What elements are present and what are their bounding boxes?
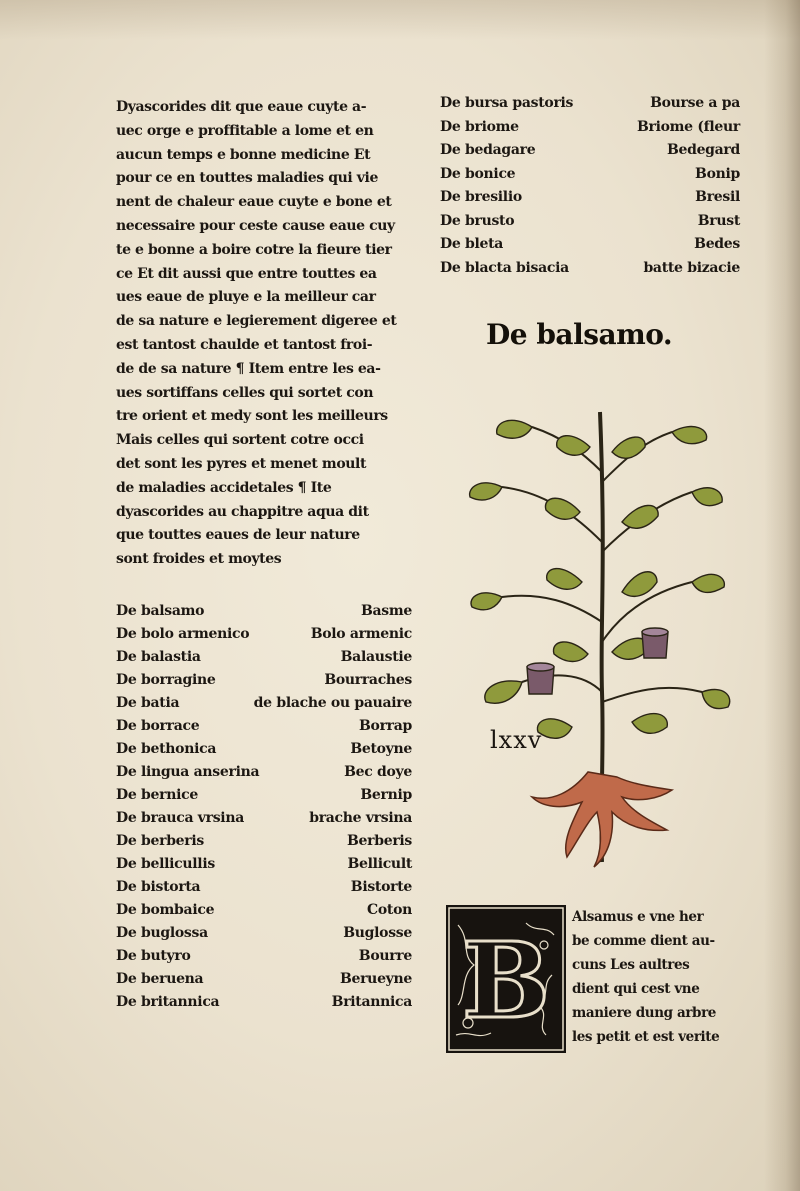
index-french-term: batte bizacie	[643, 259, 740, 276]
index-french-term: brache vrsina	[309, 809, 412, 826]
index-latin-term: De briome	[440, 118, 519, 135]
index-latin-term: De bresilio	[440, 189, 522, 205]
index-row	[116, 646, 412, 669]
index-french-term: Britannica	[331, 993, 412, 1010]
paragraph-line: Mais celles qui sortent cotre occi	[116, 432, 364, 449]
paragraph-line: ce Et dit aussi que entre touttes ea	[116, 265, 377, 282]
index-latin-term: De beruena	[116, 970, 204, 987]
initial-letter-glyph: B	[462, 919, 550, 1042]
paragraph-line: que touttes eaues de leur nature	[116, 527, 360, 544]
index-french-term: Buglosse	[343, 924, 412, 941]
body-line: dient qui cest vne	[572, 981, 700, 997]
index-french-term: Bernip	[360, 786, 412, 803]
paragraph-line: Dyascorides dit que eaue cuyte a-	[116, 99, 367, 115]
paragraph-line: pour ce en touttes maladies qui vie	[116, 170, 378, 187]
index-row	[116, 738, 412, 761]
paragraph-line: ues eaue de pluye e la meilleur car	[116, 289, 376, 306]
index-row	[116, 692, 412, 715]
index-french-term: Balaustie	[340, 648, 412, 665]
index-latin-term: De balastia	[116, 648, 201, 665]
index-latin-term: De borrace	[116, 717, 200, 734]
index-latin-term: De buglossa	[116, 924, 208, 941]
index-row	[116, 991, 412, 1014]
page-shadow-top	[0, 0, 800, 40]
plant-roots	[532, 772, 672, 867]
paragraph-line: dyascorides au chappitre aqua dit	[116, 503, 369, 520]
paragraph-line: de de sa nature ¶ Item entre les ea-	[116, 360, 381, 377]
balsam-vessels	[527, 628, 668, 694]
index-latin-term: De berberis	[116, 832, 204, 849]
page-shadow-right	[764, 0, 800, 1191]
index-row	[440, 210, 740, 234]
index-row	[116, 784, 412, 807]
paragraph-line: nent de chaleur eaue cuyte e bone et	[116, 194, 392, 211]
body-line: maniere dung arbre	[572, 1005, 716, 1021]
index-french-term: Bistorte	[350, 878, 412, 895]
index-latin-term: De bethonica	[116, 740, 217, 757]
index-latin-term: De bedagare	[440, 142, 536, 158]
left-index-list	[116, 600, 412, 1014]
index-french-term: Bonip	[695, 165, 740, 182]
paragraph-line: de maladies accidetales ¶ Ite	[116, 479, 332, 496]
section-heading: De balsamo.	[486, 318, 673, 351]
paragraph-line: sont froides et moytes	[116, 551, 282, 568]
index-french-term: Bourre	[358, 947, 412, 964]
index-row	[440, 116, 740, 140]
paragraph-line: ues sortiffans celles qui sortet con	[116, 384, 374, 401]
index-french-term: Brust	[697, 212, 740, 229]
index-latin-term: De butyro	[116, 947, 191, 964]
index-french-term: Bolo armenic	[310, 625, 412, 642]
index-latin-term: De batia	[116, 694, 180, 711]
index-latin-term: De borragine	[116, 671, 216, 688]
index-row	[116, 876, 412, 899]
index-latin-term: De bleta	[440, 236, 504, 252]
index-row	[116, 922, 412, 945]
index-french-term: Borrap	[359, 717, 412, 734]
index-row	[116, 669, 412, 692]
paragraph-line: te e bonne a boire cotre la fieure tier	[116, 241, 392, 258]
index-row	[116, 715, 412, 738]
left-paragraph	[116, 96, 412, 572]
index-latin-term: De bolo armenico	[116, 625, 250, 642]
index-row	[116, 945, 412, 968]
decorated-initial-letter	[446, 905, 566, 1053]
index-latin-term: De bellicullis	[116, 855, 215, 872]
index-latin-term: De bombaice	[116, 901, 215, 918]
index-latin-term: De bernice	[116, 786, 198, 803]
index-row	[116, 600, 412, 623]
index-latin-term: De britannica	[116, 993, 220, 1010]
index-french-term: Bourraches	[324, 671, 412, 688]
index-french-term: Betoyne	[350, 740, 412, 757]
paragraph-line: est tantost chaulde et tantost froi-	[116, 336, 373, 353]
right-body-text	[572, 905, 742, 1049]
body-line: be comme dient au-	[572, 933, 715, 949]
left-column	[116, 96, 412, 1014]
balsam-plant-woodcut	[462, 392, 734, 872]
paragraph-line: det sont les pyres et menet moult	[116, 455, 367, 472]
index-french-term: Briome (fleur	[637, 118, 740, 135]
index-latin-term: De bonice	[440, 165, 516, 182]
figure-numeral: lxxv	[490, 726, 543, 754]
body-line: les petit et est verite	[572, 1029, 720, 1045]
index-row	[440, 186, 740, 210]
index-french-term: de blache ou pauaire	[253, 694, 412, 711]
index-row	[116, 968, 412, 991]
index-french-term: Berueyne	[339, 970, 412, 987]
index-row	[116, 830, 412, 853]
index-row	[116, 807, 412, 830]
index-french-term: Coton	[367, 901, 412, 918]
index-row	[116, 623, 412, 646]
index-row	[440, 139, 740, 163]
paragraph-line: uec orge e proffitable a lome et en	[116, 122, 374, 139]
index-french-term: Bedes	[694, 236, 740, 252]
index-french-term: Bellicult	[347, 855, 412, 872]
index-french-term: Bedegard	[666, 142, 740, 158]
paragraph-line: necessaire pour ceste cause eaue cuy	[116, 217, 395, 234]
index-latin-term: De brauca vrsina	[116, 809, 244, 826]
index-row	[440, 233, 740, 257]
paragraph-line: tre orient et medy sont les meilleurs	[116, 408, 388, 425]
index-row	[116, 853, 412, 876]
index-latin-term: De lingua anserina	[116, 763, 260, 780]
index-row	[116, 899, 412, 922]
index-french-term: Berberis	[347, 832, 412, 849]
index-row	[440, 163, 740, 187]
paragraph-line: de sa nature e legierement digeree et	[116, 313, 397, 330]
index-french-term: Bresil	[695, 189, 740, 205]
index-latin-term: De blacta bisacia	[440, 259, 569, 276]
paragraph-line: aucun temps e bonne medicine Et	[116, 146, 371, 163]
index-latin-term: De brusto	[440, 212, 515, 229]
right-index-list	[440, 92, 740, 280]
index-latin-term: De bistorta	[116, 878, 201, 895]
index-latin-term: De balsamo	[116, 602, 205, 619]
right-column	[440, 92, 740, 280]
body-line: cuns Les aultres	[572, 957, 690, 973]
body-line: Alsamus e vne her	[572, 909, 704, 925]
index-row	[440, 257, 740, 281]
index-french-term: Bourse a pa	[650, 95, 740, 111]
index-row	[116, 761, 412, 784]
index-latin-term: De bursa pastoris	[440, 95, 574, 111]
index-french-term: Basme	[360, 602, 412, 619]
index-row	[440, 92, 740, 116]
index-french-term: Bec doye	[344, 763, 412, 780]
